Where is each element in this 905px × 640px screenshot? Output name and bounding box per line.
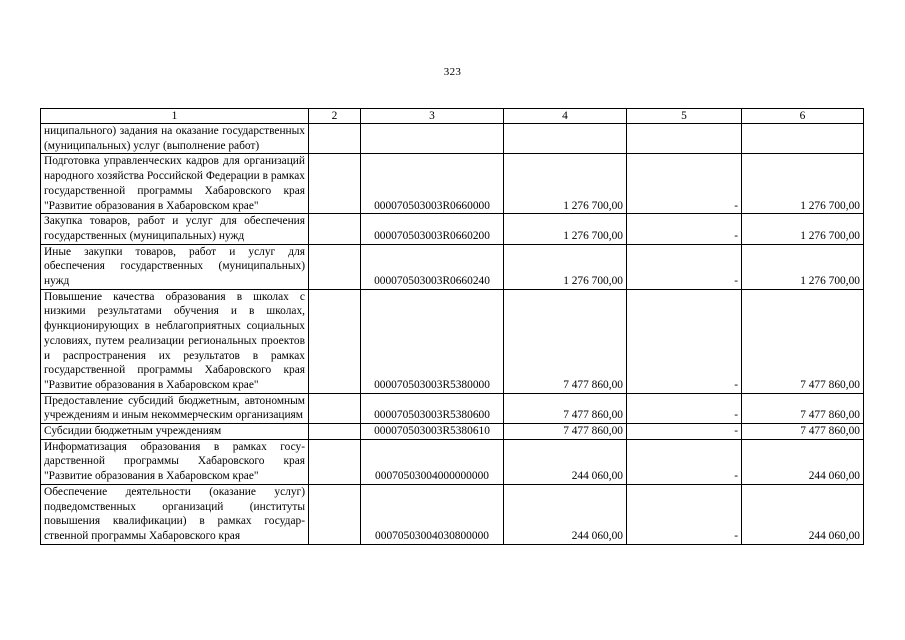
item-code: 000070503003R5380610	[361, 424, 504, 440]
item-col5	[627, 124, 742, 154]
item-col5: -	[627, 393, 742, 423]
item-amount: 244 060,00	[504, 484, 627, 544]
item-col5: -	[627, 484, 742, 544]
item-code: 00070503004000000000	[361, 439, 504, 484]
item-code: 000070503003R0660240	[361, 244, 504, 289]
item-name: Закупка товаров, работ и услуг для обеспечения государственных (муниципальных) нужд	[41, 214, 309, 244]
item-total: 7 477 860,00	[742, 424, 864, 440]
item-total: 244 060,00	[742, 484, 864, 544]
table-row	[41, 484, 864, 544]
item-total: 1 276 700,00	[742, 214, 864, 244]
item-col5: -	[627, 439, 742, 484]
item-name: Подготовка управленческих кадров для организаций народного хозяйства Российской Федерации в рамках государственной программы Хабаровского края "Развитие образования в Хабаровском крае"	[41, 154, 309, 214]
item-col5: -	[627, 289, 742, 393]
item-code: 000070503003R0660200	[361, 214, 504, 244]
item-amount: 1 276 700,00	[504, 154, 627, 214]
budget-table	[40, 108, 864, 545]
item-amount: 244 060,00	[504, 439, 627, 484]
item-col2	[309, 214, 361, 244]
item-col2	[309, 393, 361, 423]
table-row	[41, 154, 864, 214]
item-total: 1 276 700,00	[742, 154, 864, 214]
item-name: Предоставление субсидий бюджетным, автономным учреждениям и иным некоммерческим организациям	[41, 393, 309, 423]
item-name: Иные закупки товаров, работ и услуг для обеспечения государственных (муниципальных) нужд	[41, 244, 309, 289]
item-col2	[309, 289, 361, 393]
table-row	[41, 244, 864, 289]
item-code	[361, 124, 504, 154]
table-row	[41, 424, 864, 440]
item-name: Субсидии бюджетным учреждениям	[41, 424, 309, 440]
table-row	[41, 439, 864, 484]
column-header: 3	[361, 109, 504, 124]
page-number: 323	[443, 66, 462, 78]
item-col5: -	[627, 154, 742, 214]
item-col5: -	[627, 214, 742, 244]
item-total: 7 477 860,00	[742, 393, 864, 423]
item-col2	[309, 424, 361, 440]
table-row	[41, 289, 864, 393]
item-code: 00070503004030800000	[361, 484, 504, 544]
item-code: 000070503003R5380000	[361, 289, 504, 393]
item-total: 1 276 700,00	[742, 244, 864, 289]
item-code: 000070503003R0660000	[361, 154, 504, 214]
item-name: ниципального) задания на оказание государственных (муниципальных) услуг (выполнение работ)	[41, 124, 309, 154]
item-amount: 7 477 860,00	[504, 393, 627, 423]
column-header: 2	[309, 109, 361, 124]
item-total: 7 477 860,00	[742, 289, 864, 393]
item-col2	[309, 244, 361, 289]
item-total	[742, 124, 864, 154]
table-row	[41, 214, 864, 244]
column-header: 1	[41, 109, 309, 124]
item-amount: 7 477 860,00	[504, 289, 627, 393]
item-col2	[309, 124, 361, 154]
item-col2	[309, 154, 361, 214]
item-amount: 7 477 860,00	[504, 424, 627, 440]
item-amount: 1 276 700,00	[504, 214, 627, 244]
item-total: 244 060,00	[742, 439, 864, 484]
column-header: 5	[627, 109, 742, 124]
item-name: Повышение качества образования в школах с низкими результатами обучения и в школах, функционирующих в неблагоприятных социальных условиях, путем реализации региональных проектов и распространения их результатов в рамках государственной программы Хабаровского края "Развитие образования в Хабаровском крае"	[41, 289, 309, 393]
column-header: 4	[504, 109, 627, 124]
item-amount	[504, 124, 627, 154]
table-row	[41, 124, 864, 154]
header-row	[41, 109, 864, 124]
table-row	[41, 393, 864, 423]
item-col2	[309, 484, 361, 544]
item-amount: 1 276 700,00	[504, 244, 627, 289]
column-header: 6	[742, 109, 864, 124]
item-col5: -	[627, 424, 742, 440]
item-name: Информатизация образования в рамках государственной программы Хабаровского края "Развитие образования в Хабаровском крае"	[41, 439, 309, 484]
item-col5: -	[627, 244, 742, 289]
item-col2	[309, 439, 361, 484]
item-name: Обеспечение деятельности (оказание услуг) подведомственных организаций (институты повышения квалификации) в рамках государственной программы Хабаровского края	[41, 484, 309, 544]
item-code: 000070503003R5380600	[361, 393, 504, 423]
